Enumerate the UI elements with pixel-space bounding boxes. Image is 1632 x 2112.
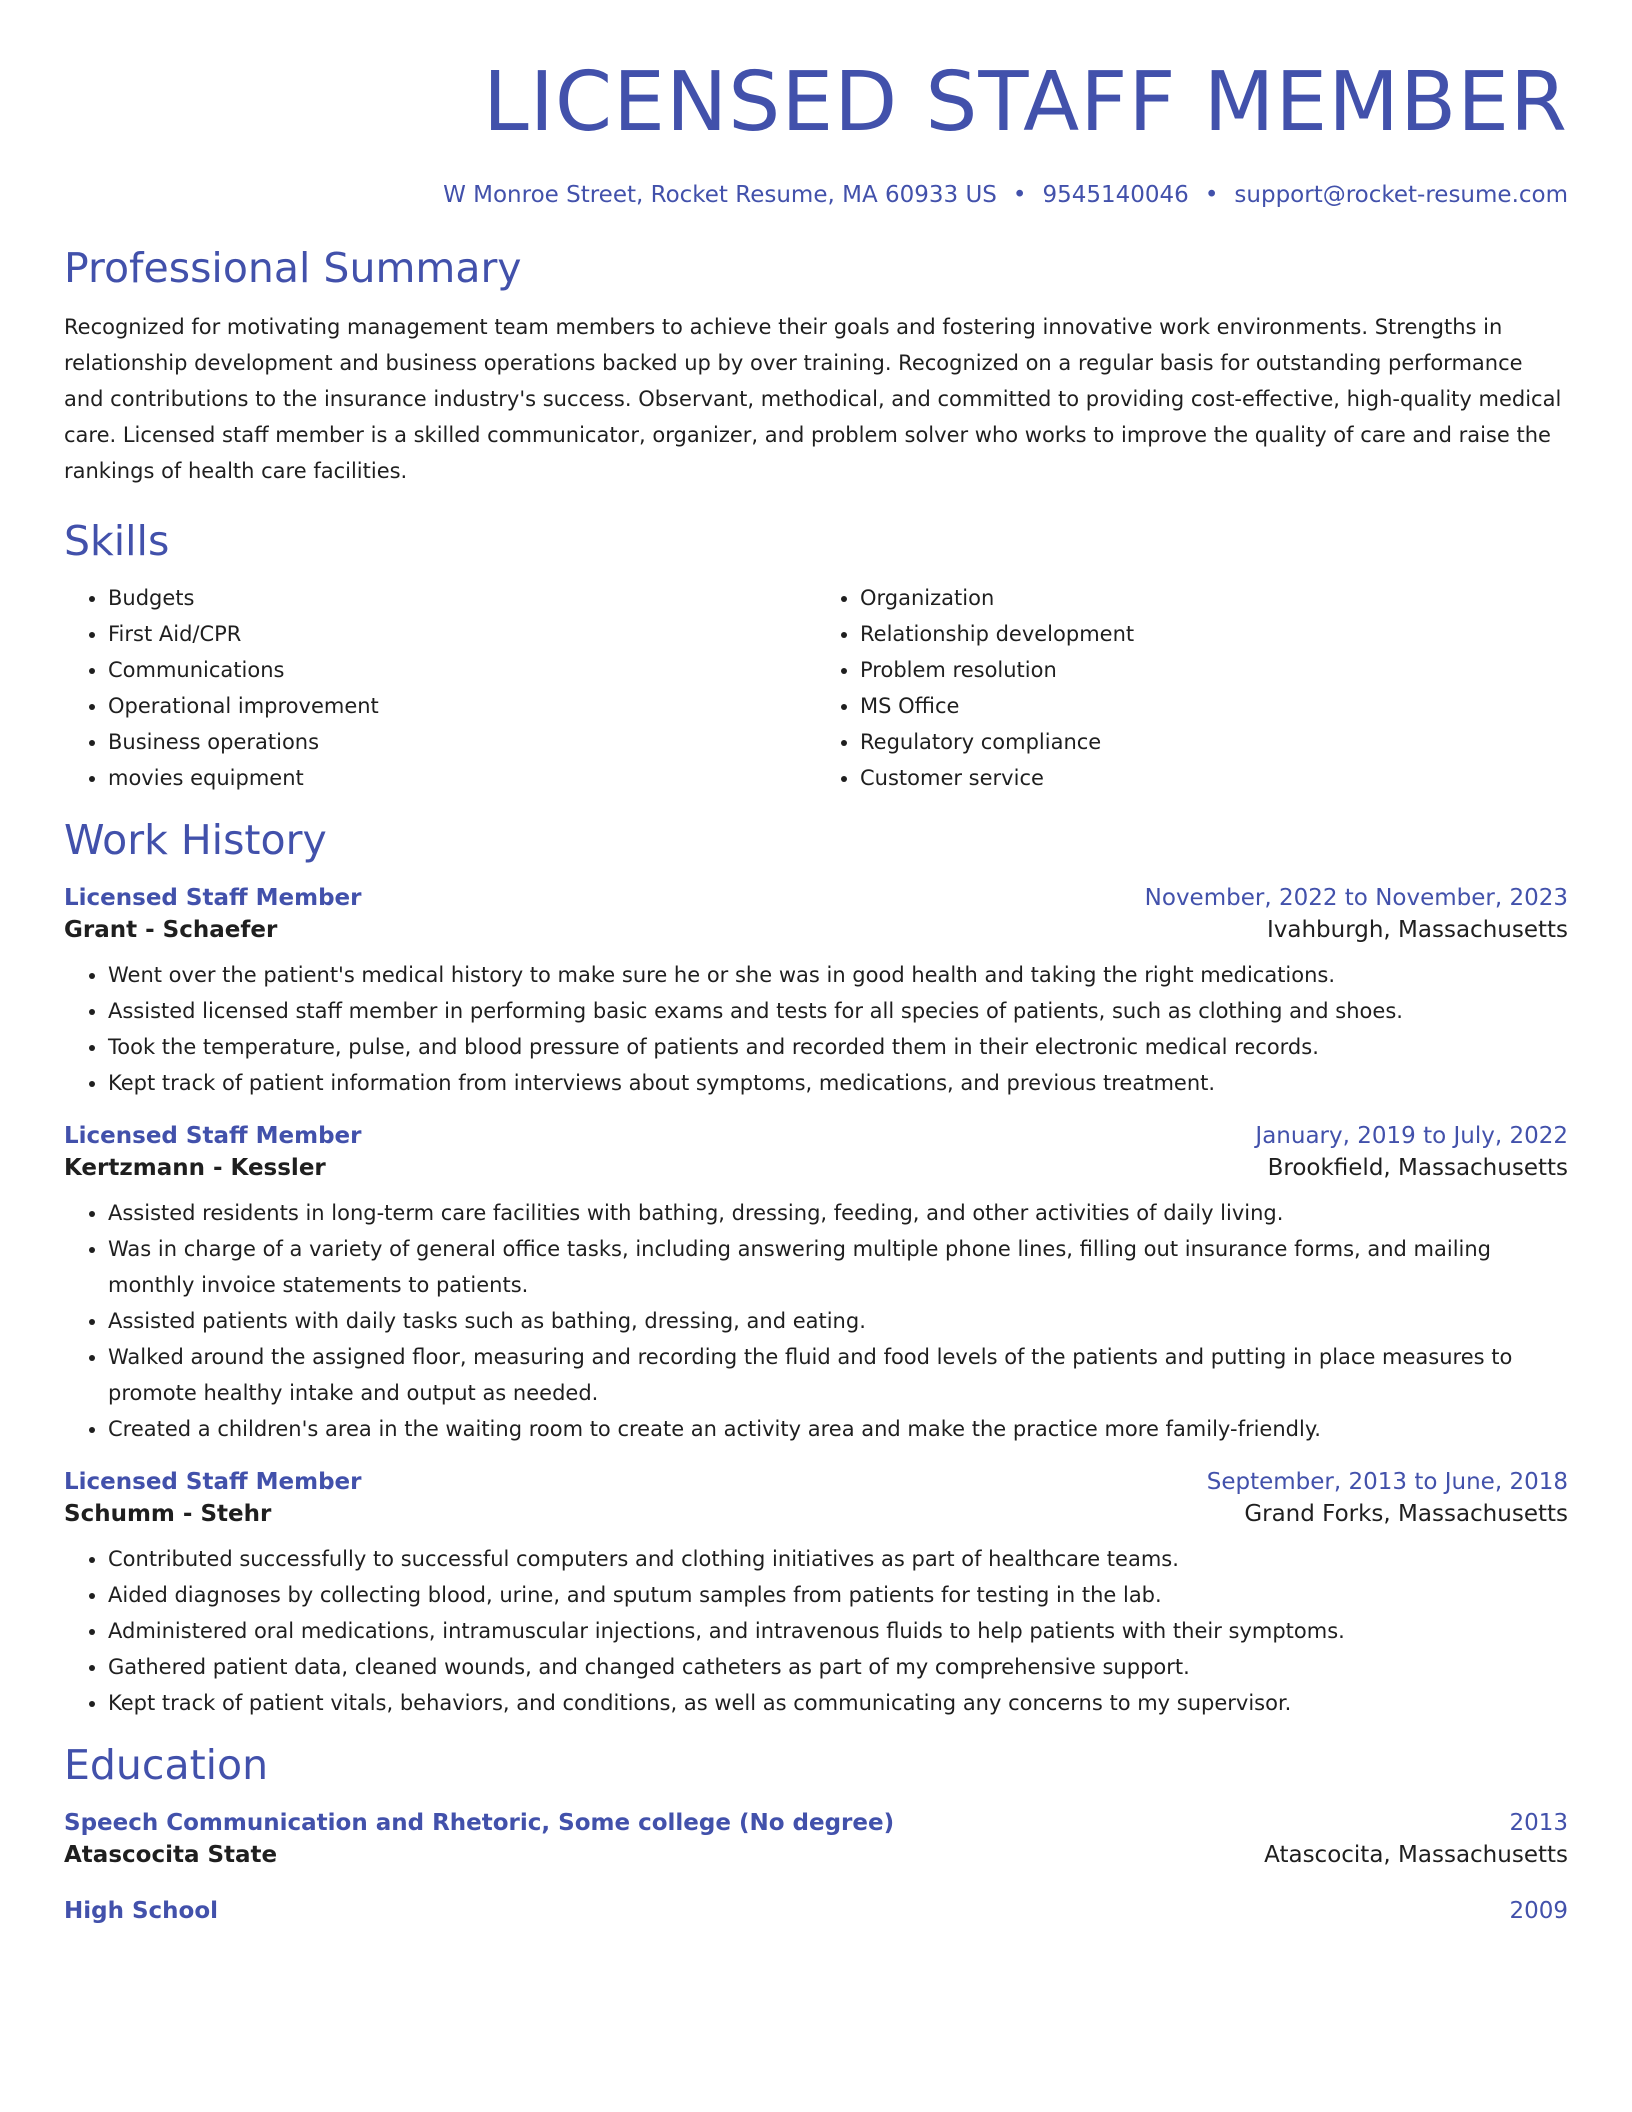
- job-bullet: • Aided diagnoses by collecting blood, urine, and sputum samples from patients for testing in the lab.: [108, 1577, 1568, 1613]
- job-bullets: [64, 957, 1568, 1101]
- job-company-row: [64, 1149, 1568, 1181]
- job-entry: [64, 885, 1568, 1101]
- job-bullet: • Went over the patient's medical history to make sure he or she was in good health and taking the right medications.: [108, 957, 1568, 993]
- contact-email: support@rocket-resume.com: [1234, 182, 1568, 208]
- job-dates: September, 2013 to June, 2018: [1206, 1469, 1568, 1496]
- job-bullet: • Kept track of patient information from interviews about symptoms, medications, and previous treatment.: [108, 1065, 1568, 1101]
- job-header-row: [64, 885, 1568, 911]
- job-header-row: [64, 1123, 1568, 1149]
- job-bullet: • Contributed successfully to successful computers and clothing initiatives as part of healthcare teams.: [108, 1541, 1568, 1577]
- education-header-row: [64, 1810, 1568, 1836]
- job-bullet: • Assisted residents in long-term care facilities with bathing, dressing, feeding, and other activities of daily living.: [108, 1195, 1568, 1231]
- job-bullet: • Assisted licensed staff member in performing basic exams and tests for all species of patients, such as clothing and shoes.: [108, 993, 1568, 1029]
- contact-line: [64, 182, 1568, 208]
- job-bullet: • Gathered patient data, cleaned wounds, and changed catheters as part of my comprehensive support.: [108, 1649, 1568, 1685]
- education-location: Atascocita, Massachusetts: [1264, 1842, 1568, 1869]
- job-bullets: [64, 1195, 1568, 1447]
- job-company: Kertzmann - Kessler: [64, 1155, 326, 1182]
- job-bullet: • Walked around the assigned floor, measuring and recording the fluid and food levels of the patients and putting in place measures to promote healthy intake and output as needed.: [108, 1339, 1568, 1411]
- contact-phone: 9545140046: [1042, 182, 1189, 208]
- job-bullet: • Administered oral medications, intramuscular injections, and intravenous fluids to help patients with their symptoms.: [108, 1613, 1568, 1649]
- section-title-skills: Skills: [64, 517, 170, 566]
- contact-separator: •: [1204, 182, 1219, 208]
- skill-item: • Operational improvement: [108, 688, 816, 724]
- education-year: 2013: [1509, 1810, 1568, 1837]
- skill-item: • movies equipment: [108, 760, 816, 796]
- skill-item: • Relationship development: [860, 616, 1568, 652]
- education-degree: High School: [64, 1898, 219, 1925]
- education-header-row: [64, 1898, 1568, 1924]
- skill-item: • Budgets: [108, 580, 816, 616]
- job-bullet: • Kept track of patient vitals, behaviors, and conditions, as well as communicating any concerns to my supervisor.: [108, 1685, 1568, 1721]
- job-bullet: • Created a children's area in the waiting room to create an activity area and make the practice more family-friendly.: [108, 1411, 1568, 1447]
- job-bullets: [64, 1541, 1568, 1721]
- education-entry: [64, 1898, 1568, 1924]
- skill-item: • Problem resolution: [860, 652, 1568, 688]
- job-title: Licensed Staff Member: [64, 1123, 362, 1150]
- job-bullet: • Took the temperature, pulse, and blood pressure of patients and recorded them in their electronic medical records.: [108, 1029, 1568, 1065]
- job-bullet: • Was in charge of a variety of general office tasks, including answering multiple phone lines, filling out insurance forms, and mailing monthly invoice statements to patients.: [108, 1231, 1568, 1303]
- job-company-row: [64, 911, 1568, 943]
- job-bullet: • Assisted patients with daily tasks such as bathing, dressing, and eating.: [108, 1303, 1568, 1339]
- education-school-row: [64, 1836, 1568, 1868]
- job-header-row: [64, 1469, 1568, 1495]
- contact-address: W Monroe Street, Rocket Resume, MA 60933 US: [443, 182, 997, 208]
- skill-item: • Regulatory compliance: [860, 724, 1568, 760]
- job-entry: [64, 1123, 1568, 1447]
- summary-text: Recognized for motivating management team members to achieve their goals and fostering innovative work environments. Strengths in relationship development and business operations backed up by over training. Recognized on a regular basis for outstanding performance and contributions to the insurance industry's success. Observant, methodical, and committed to providing cost-effective, high-quality medical care. Licensed staff member is a skilled communicator, organizer, and problem solver who works to improve the quality of care and raise the rankings of health care facilities.: [64, 315, 1562, 484]
- job-company: Schumm - Stehr: [64, 1501, 272, 1528]
- skills-grid: [64, 580, 1568, 796]
- education-degree: Speech Communication and Rhetoric, Some college (No degree): [64, 1810, 895, 1837]
- job-dates: November, 2022 to November, 2023: [1144, 885, 1568, 912]
- skill-item: • Customer service: [860, 760, 1568, 796]
- job-location: Grand Forks, Massachusetts: [1244, 1501, 1568, 1528]
- skill-item: • Business operations: [108, 724, 816, 760]
- skill-item: • First Aid/CPR: [108, 616, 816, 652]
- job-dates: January, 2019 to July, 2022: [1255, 1123, 1568, 1150]
- education-entry: [64, 1810, 1568, 1868]
- job-company: Grant - Schaefer: [64, 917, 278, 944]
- section-title-work-history: Work History: [64, 816, 327, 865]
- skill-item: • Communications: [108, 652, 816, 688]
- candidate-name: LICENSED STAFF MEMBER: [483, 55, 1568, 150]
- skill-item: • Organization: [860, 580, 1568, 616]
- skill-item: • MS Office: [860, 688, 1568, 724]
- section-title-summary: Professional Summary: [64, 244, 522, 292]
- job-location: Brookfield, Massachusetts: [1267, 1155, 1568, 1182]
- education-school: Atascocita State: [64, 1842, 278, 1869]
- skills-column-left: [64, 580, 816, 796]
- education-year: 2009: [1509, 1898, 1568, 1925]
- skills-column-right: [816, 580, 1568, 796]
- job-location: Ivahburgh, Massachusetts: [1266, 917, 1568, 944]
- job-title: Licensed Staff Member: [64, 885, 362, 912]
- job-title: Licensed Staff Member: [64, 1469, 362, 1496]
- job-entry: [64, 1469, 1568, 1721]
- contact-separator: •: [1012, 182, 1027, 208]
- section-title-education: Education: [64, 1741, 269, 1790]
- job-company-row: [64, 1495, 1568, 1527]
